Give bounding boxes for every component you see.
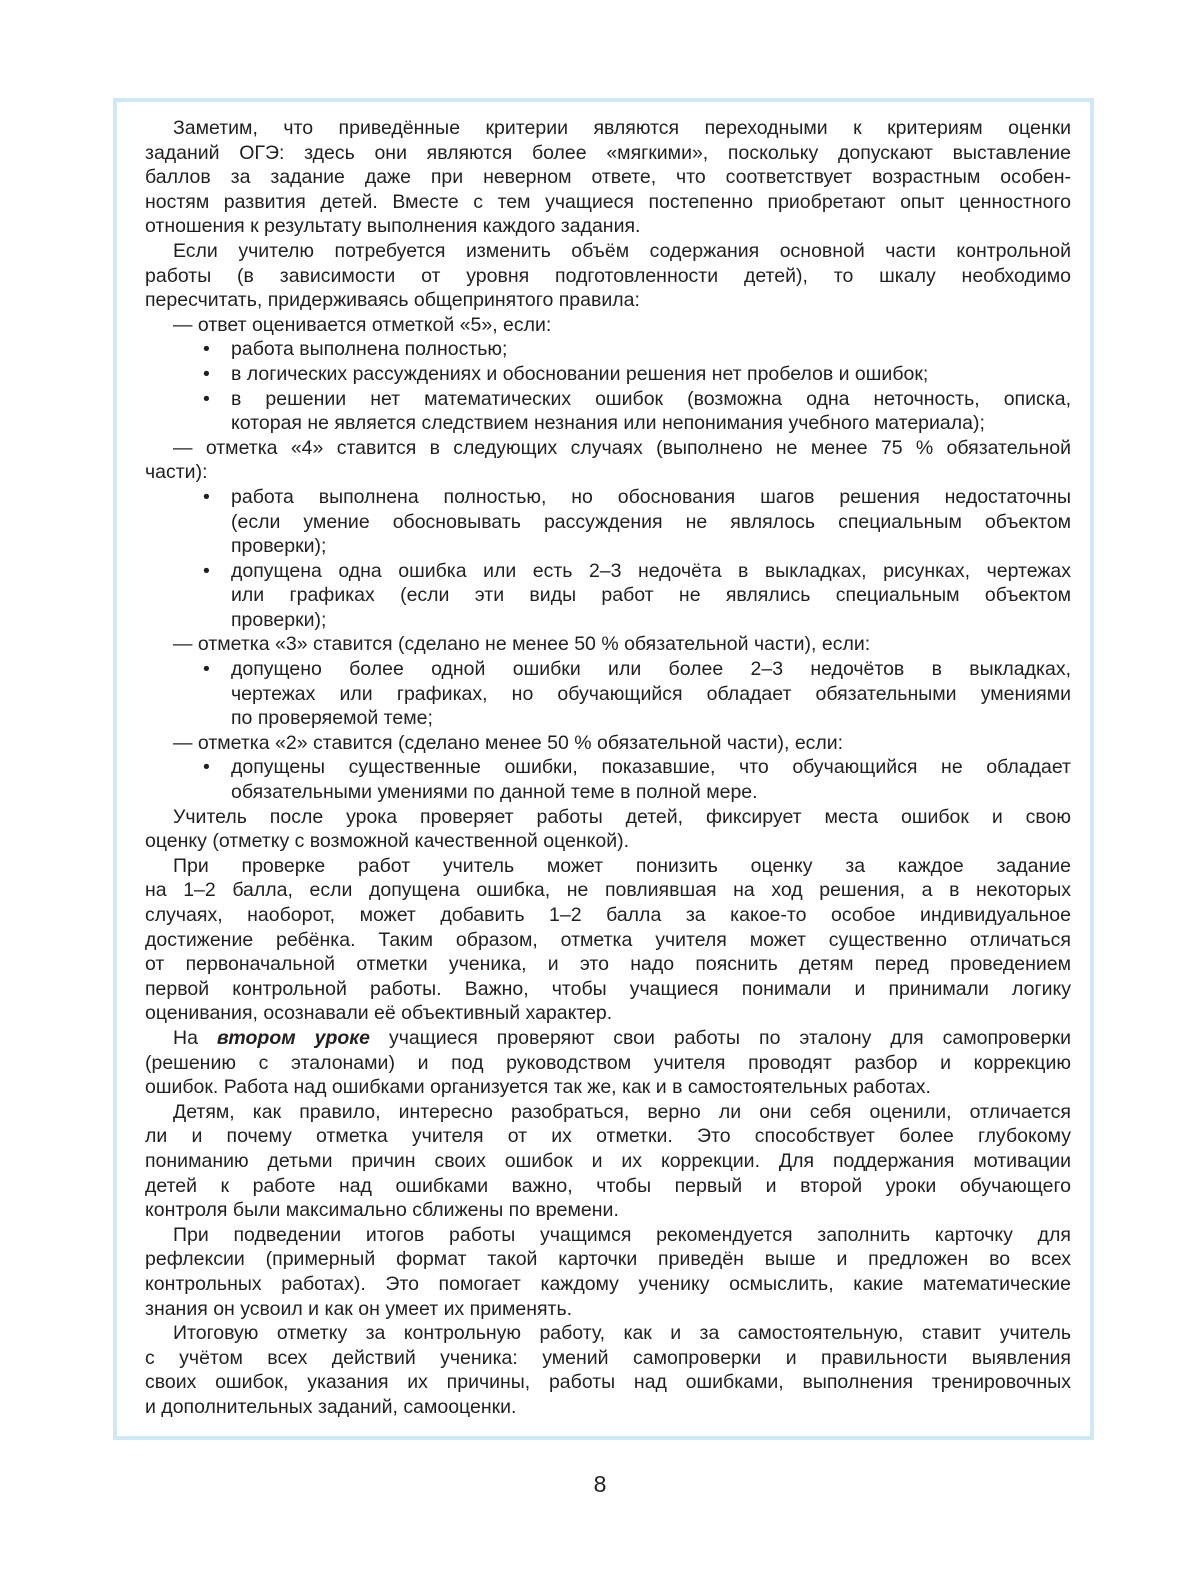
bullet-item-continuation: которая не является следствием незнания или непонимания учебного материала); — [231, 412, 985, 435]
bullet-icon: • — [203, 485, 210, 508]
paragraph-line: пересчитать, придерживаясь общепринятого правила: — [145, 289, 640, 312]
bullet-item: • работа выполнена полностью, но обоснования шагов решения недостаточны — [203, 485, 1071, 508]
paragraph-line: При подведении итогов работы учащимся рекомендуется заполнить карточку для — [173, 1223, 1071, 1246]
grade-4-criteria: — отметка «4» ставится в следующих случаях (выполнено не менее 75 % обязательной — [173, 436, 1071, 459]
bullet-icon: • — [203, 756, 210, 779]
paragraph-line: ли и почему отметка учителя от их отметки. Это способствует более глубокому — [145, 1125, 1071, 1148]
bullet-item: • допущена одна ошибка или есть 2–3 недочёта в выкладках, рисунках, чертежах — [203, 559, 1071, 582]
paragraph-line: контрольных работах). Это помогает каждому ученику осмыслить, какие математические — [145, 1272, 1071, 1295]
paragraph-line: Итоговую отметку за контрольную работу, как и за самостоятельную, ставит учитель — [173, 1322, 1071, 1345]
bullet-item-continuation: чертежах или графиках, но обучающийся обладает обязательными умениями — [231, 682, 1071, 705]
paragraph-line: и дополнительных заданий, самооценки. — [145, 1395, 517, 1418]
paragraph-line: своих ошибок, указания их причины, работы над ошибками, выполнения тренировочных — [145, 1371, 1071, 1394]
paragraph-line: Учитель после урока проверяет работы детей, фиксирует места ошибок и свою — [173, 805, 1071, 828]
paragraph-line: с учётом всех действий ученика: умений самопроверки и правильности выявления — [145, 1346, 1071, 1369]
paragraph-line: оценку (отметку с возможной качественной оценкой). — [145, 830, 630, 853]
paragraph-line: контроля были максимально сближены по времени. — [145, 1199, 619, 1222]
paragraph-line: заданий ОГЭ: здесь они являются более «мягкими», поскольку допускают выставление — [145, 141, 1071, 164]
bullet-item: • допущены существенные ошибки, показавшие, что обучающийся не обладает — [203, 756, 1071, 779]
paragraph-line: достижение ребёнка. Таким образом, отметка учителя может существенно отличаться — [145, 928, 1071, 951]
paragraph-line: ностям развития детей. Вместе с тем учащиеся постепенно приобретают опыт ценностного — [145, 190, 1071, 213]
paragraph-line: пониманию детьми причин своих ошибок и их коррекции. Для поддержания мотивации — [145, 1149, 1071, 1172]
bullet-item: • в решении нет математических ошибок (возможна одна неточность, описка, — [203, 387, 1071, 410]
main-text — [145, 116, 1071, 1419]
bullet-item-continuation: (если умение обосновывать рассуждения не являлось специальным объектом — [231, 510, 1071, 533]
paragraph-line: При проверке работ учитель может понизить оценку за каждое задание — [173, 854, 1071, 877]
bullet-item-continuation: обязательными умениями по данной теме в полной мере. — [231, 781, 758, 804]
paragraph-line: знания он усвоил и как он умеет их применять. — [145, 1297, 573, 1320]
paragraph-line: от первоначальной отметки ученика, и это надо пояснить детям перед проведением — [145, 953, 1071, 976]
paragraph-line: Если учителю потребуется изменить объём содержания основной части контрольной — [173, 239, 1071, 262]
bullet-item-continuation: проверки); — [231, 535, 327, 558]
paragraph-line: рефлексии (примерный формат такой карточки приведён выше и предложен во всех — [145, 1248, 1071, 1271]
bullet-item: • допущено более одной ошибки или более 2–3 недочётов в выкладках, — [203, 658, 1071, 681]
paragraph-line: первой контрольной работы. Важно, чтобы учащиеся понимали и принимали логику — [145, 977, 1071, 1000]
bullet-item-continuation: или графиках (если эти виды работ не являлись специальным объектом — [231, 584, 1071, 607]
bullet-icon: • — [203, 387, 210, 410]
paragraph-line: отношения к результату выполнения каждого задания. — [145, 215, 641, 238]
emphasis-second-lesson: втором уроке — [216, 1026, 371, 1049]
paragraph-line: На втором уроке учащиеся проверяют свои работы по эталону для самопроверки — [173, 1026, 1071, 1049]
paragraph-line: детей к работе над ошибками важно, чтобы первый и второй уроки обучающего — [145, 1174, 1071, 1197]
bullet-item: • в логических рассуждениях и обосновании решения нет пробелов и ошибок; — [203, 362, 929, 385]
bullet-icon: • — [203, 559, 210, 582]
grade-3-criteria: — отметка «3» ставится (сделано не менее 50 % обязательной части), если: — [173, 633, 871, 656]
paragraph-line: случаях, наоборот, может добавить 1–2 балла за какое-то особое индивидуальное — [145, 904, 1071, 926]
bullet-item-continuation: по проверяемой теме; — [231, 707, 433, 730]
paragraph-line: (решению с эталонами) и под руководством учителя проводят разбор и коррекцию — [145, 1051, 1071, 1074]
paragraph-line: ошибок. Работа над ошибками организуется так же, как и в самостоятельных работах. — [145, 1076, 931, 1099]
bullet-icon: • — [203, 362, 210, 385]
paragraph-line: баллов за задание даже при неверном ответе, что соответствует возрастным особен- — [145, 166, 1071, 189]
grade-4-criteria-continuation: части): — [145, 461, 208, 484]
paragraph-line: на 1–2 балла, если допущена ошибка, не повлиявшая на ход решения, а в некоторых — [145, 879, 1071, 902]
paragraph-line: оценивания, осознавали её объективный характер. — [145, 1002, 613, 1025]
bullet-item: • работа выполнена полностью; — [203, 338, 508, 361]
grade-2-criteria: — отметка «2» ставится (сделано менее 50 % обязательной части), если: — [173, 731, 844, 754]
paragraph-line: Детям, как правило, интересно разобраться, верно ли они себя оценили, отличается — [173, 1100, 1071, 1123]
paragraph-line: Заметим, что приведённые критерии являются переходными к критериям оценки — [173, 117, 1071, 139]
bullet-icon: • — [203, 658, 210, 681]
bullet-item-continuation: проверки); — [231, 608, 327, 631]
page-number: 8 — [593, 1471, 607, 1497]
bullet-icon: • — [203, 338, 210, 361]
paragraph-line: работы (в зависимости от уровня подготовленности детей), то шкалу необходимо — [145, 264, 1071, 287]
grade-5-criteria: — ответ оценивается отметкой «5», если: — [173, 313, 552, 336]
